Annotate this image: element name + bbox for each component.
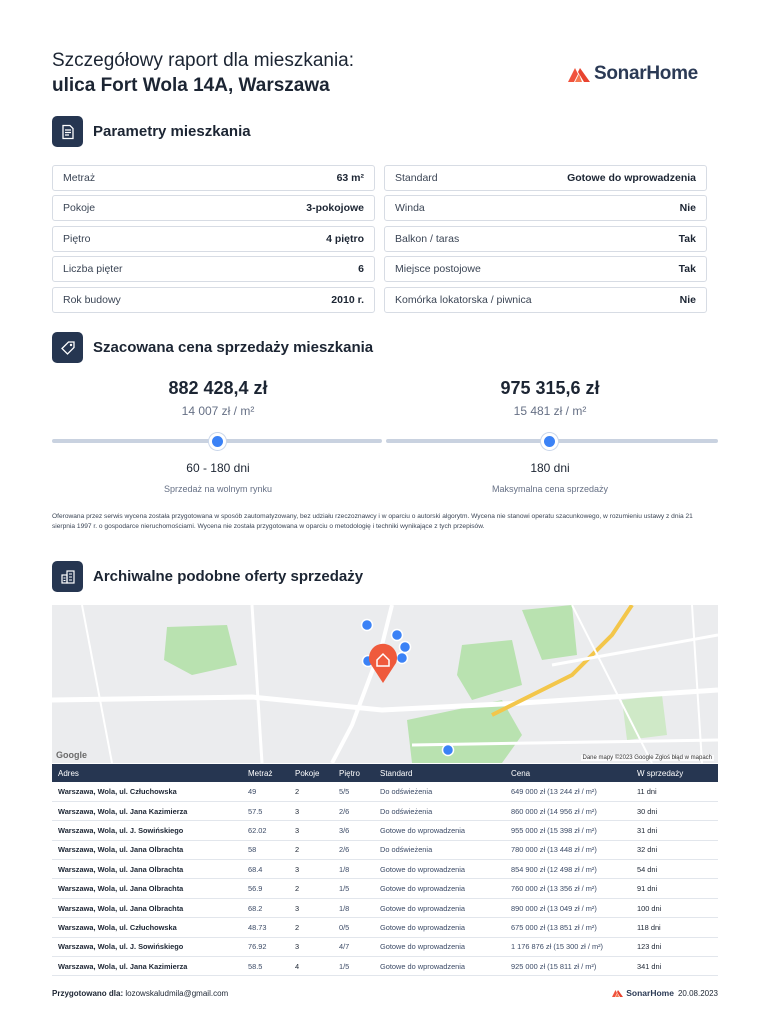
param-label: Metraż <box>63 172 96 184</box>
param-label: Winda <box>395 202 425 215</box>
cell-price: 780 000 zł (13 448 zł / m²) <box>505 840 631 859</box>
cell-floor: 3/6 <box>333 821 374 840</box>
max-price-value: 975 315,6 zł <box>500 378 600 398</box>
cell-rooms: 4 <box>289 957 333 976</box>
cell-area: 68.4 <box>242 860 289 879</box>
cell-address: Warszawa, Wola, ul. Człuchowska <box>52 918 242 937</box>
table-row <box>52 918 718 937</box>
cell-address: Warszawa, Wola, ul. Jana Olbrachta <box>52 898 242 917</box>
buildings-icon <box>52 561 83 592</box>
market-duration <box>98 461 338 494</box>
param-value: Nie <box>679 293 696 306</box>
cell-days-on-sale: 100 dni <box>631 898 718 917</box>
sonarhome-logo-icon <box>612 989 623 997</box>
cell-price: 860 000 zł (14 956 zł / m²) <box>505 801 631 820</box>
col-rooms: Pokoje <box>289 764 333 782</box>
max-price-marker <box>541 433 558 450</box>
cell-area: 48.73 <box>242 918 289 937</box>
max-price <box>410 376 690 418</box>
table-row <box>52 840 718 859</box>
cell-address: Warszawa, Wola, ul. Jana Kazimierza <box>52 801 242 820</box>
price-tag-icon <box>52 332 83 363</box>
cell-price: 675 000 zł (13 851 zł / m²) <box>505 918 631 937</box>
cell-standard: Gotowe do wprowadzenia <box>374 957 505 976</box>
cell-floor: 4/7 <box>333 937 374 956</box>
col-address: Adres <box>52 764 242 782</box>
market-duration-label: Sprzedaż na wolnym rynku <box>163 484 273 494</box>
param-label: Rok budowy <box>63 293 121 306</box>
param-label: Balkon / taras <box>395 232 460 245</box>
map-canvas <box>52 605 718 763</box>
table-row <box>52 801 718 820</box>
param-build-year <box>52 287 375 313</box>
market-price <box>78 376 358 418</box>
cell-days-on-sale: 30 dni <box>631 801 718 820</box>
cell-floor: 0/5 <box>333 918 374 937</box>
cell-address: Warszawa, Wola, ul. Jana Kazimierza <box>52 957 242 976</box>
param-standard <box>384 165 707 191</box>
cell-price: 1 176 876 zł (15 300 zł / m²) <box>505 937 631 956</box>
param-label: Standard <box>395 172 438 184</box>
footer-date: 20.08.2023 <box>677 988 718 998</box>
cell-address: Warszawa, Wola, ul. Jana Olbrachta <box>52 879 242 898</box>
cell-area: 58.5 <box>242 957 289 976</box>
brand-logo <box>568 62 698 86</box>
param-balcony <box>384 226 707 252</box>
cell-days-on-sale: 11 dni <box>631 782 718 801</box>
prepared-for-email: lozowskaludmila@gmail.com <box>125 989 229 998</box>
table-row <box>52 957 718 976</box>
prepared-for <box>52 989 228 998</box>
cell-standard: Gotowe do wprowadzenia <box>374 879 505 898</box>
cell-address: Warszawa, Wola, ul. Jana Olbrachta <box>52 860 242 879</box>
params-right-column <box>384 165 707 317</box>
param-parking <box>384 256 707 282</box>
params-section-header <box>52 116 251 147</box>
document-icon <box>52 116 83 147</box>
cell-days-on-sale: 123 dni <box>631 937 718 956</box>
sonarhome-logo-icon <box>568 66 590 82</box>
cell-floor: 1/8 <box>333 860 374 879</box>
max-duration-label: Maksymalna cena sprzedaży <box>491 484 609 494</box>
cell-days-on-sale: 91 dni <box>631 879 718 898</box>
param-value: 6 <box>358 263 364 276</box>
param-label: Pokoje <box>63 202 96 215</box>
cell-floor: 2/6 <box>333 840 374 859</box>
param-value: 4 piętro <box>326 232 364 245</box>
cell-days-on-sale: 31 dni <box>631 821 718 840</box>
cell-address: Warszawa, Wola, ul. J. Sowińskiego <box>52 821 242 840</box>
params-left-column <box>52 165 375 317</box>
map-attribution[interactable]: Dane mapy ©2023 Google Zgłoś błąd w mapach <box>582 755 712 761</box>
table-row <box>52 879 718 898</box>
report-title <box>52 48 532 98</box>
param-elevator <box>384 195 707 221</box>
cell-area: 49 <box>242 782 289 801</box>
table-row <box>52 782 718 801</box>
market-price-marker <box>209 433 226 450</box>
cell-address: Warszawa, Wola, ul. Jana Olbrachta <box>52 840 242 859</box>
offers-table-header <box>52 764 718 782</box>
cell-floor: 5/5 <box>333 782 374 801</box>
max-duration <box>430 461 670 494</box>
param-value: Gotowe do wprowadzenia <box>567 172 696 184</box>
cell-rooms: 2 <box>289 840 333 859</box>
param-value: Nie <box>679 202 696 215</box>
cell-days-on-sale: 118 dni <box>631 918 718 937</box>
param-rooms <box>52 195 375 221</box>
cell-standard: Gotowe do wprowadzenia <box>374 860 505 879</box>
cell-price: 890 000 zł (13 049 zł / m²) <box>505 898 631 917</box>
archive-section-title: Archiwalne podobne oferty sprzedaży <box>93 568 364 585</box>
param-label: Piętro <box>63 232 91 245</box>
param-storage <box>384 287 707 313</box>
param-floor <box>52 226 375 252</box>
cell-area: 68.2 <box>242 898 289 917</box>
cell-standard: Do odświeżenia <box>374 840 505 859</box>
param-value: 3-pokojowe <box>306 202 364 215</box>
cell-standard: Gotowe do wprowadzenia <box>374 918 505 937</box>
cell-standard: Do odświeżenia <box>374 801 505 820</box>
cell-area: 56.9 <box>242 879 289 898</box>
cell-area: 76.92 <box>242 937 289 956</box>
cell-price: 925 000 zł (15 811 zł / m²) <box>505 957 631 976</box>
table-row <box>52 821 718 840</box>
market-price-value: 882 428,4 zł <box>168 378 268 398</box>
cell-rooms: 3 <box>289 937 333 956</box>
footer-brand <box>612 988 718 998</box>
cell-days-on-sale: 341 dni <box>631 957 718 976</box>
table-row <box>52 937 718 956</box>
brand-name: SonarHome <box>594 63 698 84</box>
offer-marker[interactable] <box>362 620 373 631</box>
price-section-header <box>52 332 373 363</box>
col-standard: Standard <box>374 764 505 782</box>
report-title-line1: Szczegółowy raport dla mieszkania: <box>52 50 355 71</box>
param-value: Tak <box>678 263 696 276</box>
col-floor: Piętro <box>333 764 374 782</box>
table-row <box>52 898 718 917</box>
cell-price: 955 000 zł (15 398 zł / m²) <box>505 821 631 840</box>
max-duration-days: 180 dni <box>530 461 570 475</box>
cell-floor: 1/5 <box>333 957 374 976</box>
cell-address: Warszawa, Wola, ul. Człuchowska <box>52 782 242 801</box>
cell-address: Warszawa, Wola, ul. J. Sowińskiego <box>52 937 242 956</box>
cell-price: 854 900 zł (12 498 zł / m²) <box>505 860 631 879</box>
offer-marker[interactable] <box>397 653 408 664</box>
offer-marker[interactable] <box>443 745 454 756</box>
offer-marker[interactable] <box>392 630 403 641</box>
cell-standard: Gotowe do wprowadzenia <box>374 821 505 840</box>
cell-rooms: 3 <box>289 821 333 840</box>
param-label: Miejsce postojowe <box>395 263 481 276</box>
market-price-per-m2: 14 007 zł / m² <box>181 404 255 418</box>
cell-days-on-sale: 54 dni <box>631 860 718 879</box>
cell-standard: Gotowe do wprowadzenia <box>374 898 505 917</box>
offers-map[interactable] <box>52 605 718 763</box>
map-google-logo: Google <box>56 750 87 760</box>
cell-area: 57.5 <box>242 801 289 820</box>
col-days-on-sale: W sprzedaży <box>631 764 718 782</box>
cell-price: 649 000 zł (13 244 zł / m²) <box>505 782 631 801</box>
table-row <box>52 860 718 879</box>
param-value: 2010 r. <box>331 293 364 306</box>
cell-rooms: 3 <box>289 898 333 917</box>
cell-price: 760 000 zł (13 356 zł / m²) <box>505 879 631 898</box>
cell-area: 62.02 <box>242 821 289 840</box>
market-duration-days: 60 - 180 dni <box>186 461 250 475</box>
report-title-address: ulica Fort Wola 14A, Warszawa <box>52 75 330 96</box>
prepared-for-label: Przygotowano dla: <box>52 989 124 998</box>
cell-standard: Do odświeżenia <box>374 782 505 801</box>
cell-floor: 1/8 <box>333 898 374 917</box>
cell-rooms: 3 <box>289 860 333 879</box>
col-area: Metraż <box>242 764 289 782</box>
cell-floor: 1/5 <box>333 879 374 898</box>
cell-area: 58 <box>242 840 289 859</box>
param-area <box>52 165 375 191</box>
archive-section-header <box>52 561 363 592</box>
offer-marker[interactable] <box>400 642 411 653</box>
param-value: Tak <box>678 232 696 245</box>
footer-brand-name: SonarHome <box>626 988 674 998</box>
params-section-title: Parametry mieszkania <box>93 123 251 140</box>
offers-table <box>52 764 718 976</box>
max-price-per-m2: 15 481 zł / m² <box>513 404 587 418</box>
cell-rooms: 2 <box>289 918 333 937</box>
param-floors-count <box>52 256 375 282</box>
param-label: Liczba pięter <box>63 263 123 276</box>
cell-rooms: 2 <box>289 879 333 898</box>
param-label: Komórka lokatorska / piwnica <box>395 293 532 306</box>
col-price: Cena <box>505 764 631 782</box>
cell-days-on-sale: 32 dni <box>631 840 718 859</box>
cell-rooms: 3 <box>289 801 333 820</box>
valuation-disclaimer: Oferowana przez serwis wycena została przygotowana w sposób zautomatyzowany, bez udziału rzeczoznawcy i w oparciu o autorski algorytm. Wycena nie stanowi operatu szacunkowego, w rozumieniu ustawy z dnia 21 sierpnia 1997 r. o gospodarce nieruchomościami. Wycena nie została przygotowana w oparciu o metodologię i techniki wynikające z tych przepisów. <box>52 513 693 531</box>
cell-floor: 2/6 <box>333 801 374 820</box>
cell-rooms: 2 <box>289 782 333 801</box>
param-value: 63 m² <box>336 172 364 184</box>
price-section-title: Szacowana cena sprzedaży mieszkania <box>93 339 374 356</box>
cell-standard: Gotowe do wprowadzenia <box>374 937 505 956</box>
